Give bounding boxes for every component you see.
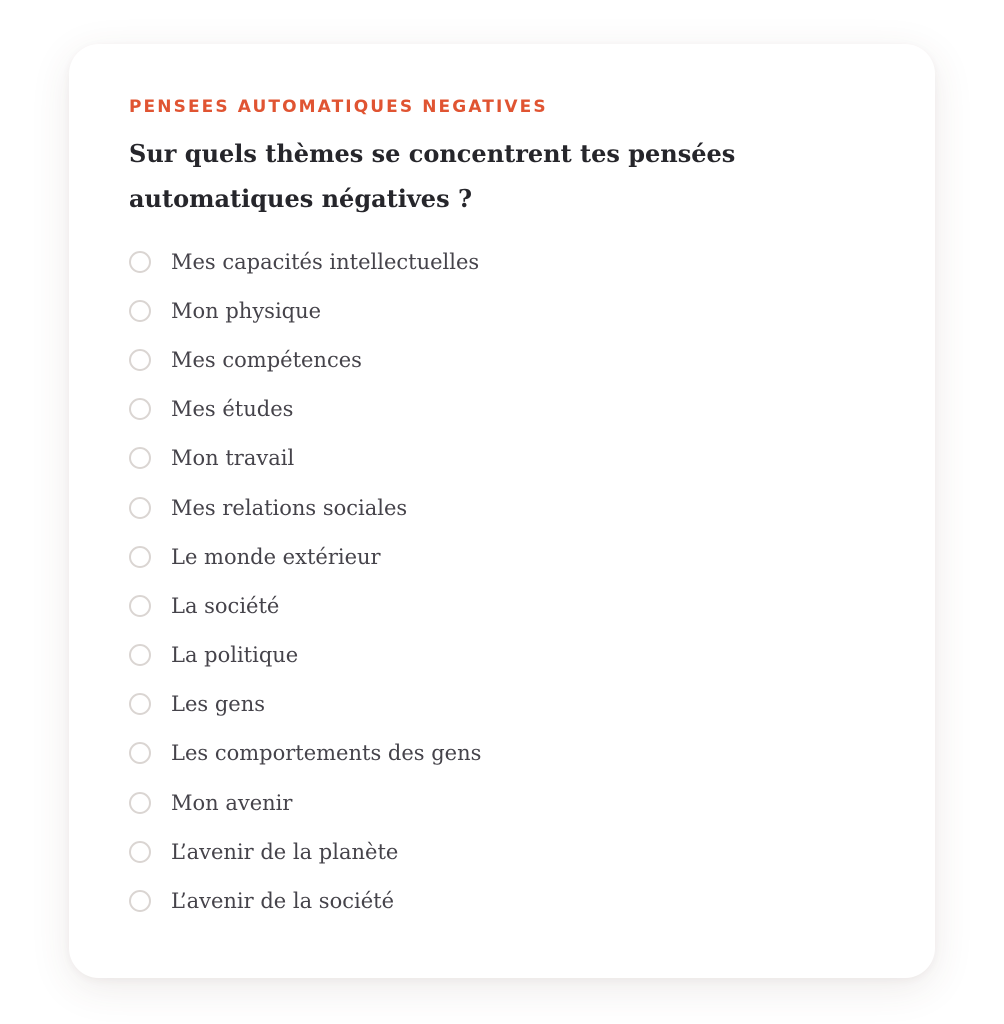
radio-button[interactable] [129, 447, 151, 469]
option-item[interactable] [129, 581, 875, 630]
section-eyebrow: PENSEES AUTOMATIQUES NEGATIVES [129, 97, 548, 117]
option-item[interactable] [129, 434, 875, 483]
option-label: Mes capacités intellectuelles [171, 249, 480, 274]
option-label: L’avenir de la société [171, 889, 395, 914]
option-item[interactable] [129, 680, 875, 729]
option-item[interactable] [129, 876, 875, 925]
option-label: Mes relations sociales [171, 495, 408, 520]
radio-button[interactable] [129, 595, 151, 617]
option-label: Mon avenir [171, 790, 293, 815]
option-item[interactable] [129, 286, 875, 335]
option-item[interactable] [129, 827, 875, 876]
option-item[interactable] [129, 385, 875, 434]
option-item[interactable] [129, 778, 875, 827]
radio-button[interactable] [129, 792, 151, 814]
option-label: Les gens [171, 692, 265, 717]
radio-button[interactable] [129, 349, 151, 371]
options-list [129, 237, 875, 926]
option-item[interactable] [129, 532, 875, 581]
radio-button[interactable] [129, 497, 151, 519]
radio-button[interactable] [129, 251, 151, 273]
radio-button[interactable] [129, 890, 151, 912]
option-label: Mon travail [171, 446, 295, 471]
option-label: Mon physique [171, 298, 322, 323]
radio-button[interactable] [129, 841, 151, 863]
option-item[interactable] [129, 237, 875, 286]
option-label: Le monde extérieur [171, 544, 381, 569]
radio-button[interactable] [129, 546, 151, 568]
option-item[interactable] [129, 729, 875, 778]
option-label: L’avenir de la planète [171, 839, 399, 864]
radio-button[interactable] [129, 693, 151, 715]
option-item[interactable] [129, 631, 875, 680]
radio-button[interactable] [129, 742, 151, 764]
radio-button[interactable] [129, 644, 151, 666]
option-label: Les comportements des gens [171, 741, 482, 766]
option-label: Mes compétences [171, 347, 362, 372]
option-label: La politique [171, 643, 299, 668]
radio-button[interactable] [129, 398, 151, 420]
question-card [69, 44, 935, 978]
option-label: La société [171, 593, 280, 618]
option-item[interactable] [129, 483, 875, 532]
question-title: Sur quels thèmes se concentrent tes pensées automatiques négatives ? [129, 139, 736, 213]
option-item[interactable] [129, 335, 875, 384]
option-label: Mes études [171, 397, 294, 422]
radio-button[interactable] [129, 300, 151, 322]
